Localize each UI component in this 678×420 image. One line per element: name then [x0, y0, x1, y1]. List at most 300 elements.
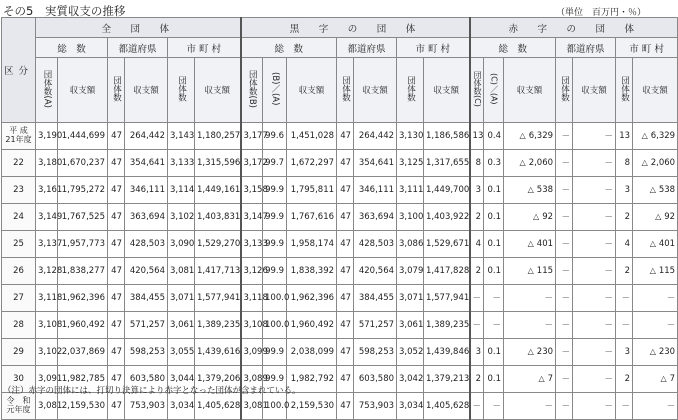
- surplus-cell: 420,564: [354, 258, 397, 285]
- deficit-muni-count: 2: [616, 258, 633, 285]
- all-cell: 47: [108, 366, 125, 393]
- header-amount: 収支額: [58, 58, 108, 123]
- surplus-cell: 47: [337, 231, 354, 258]
- all-cell: 3,128: [36, 258, 58, 285]
- surplus-cell: 47: [337, 123, 354, 150]
- all-cell: 1,403,831: [195, 204, 241, 231]
- amount-value: －: [544, 402, 554, 412]
- deficit-pref-count: －: [556, 258, 573, 285]
- surplus-cell: 3,111: [397, 177, 424, 204]
- surplus-cell: 1,672,297: [287, 150, 337, 177]
- header-ratio-b: (B)／(A): [263, 58, 287, 123]
- deficit-pref-count: －: [556, 150, 573, 177]
- surplus-cell: 1,958,174: [287, 231, 337, 258]
- year-cell: [2, 231, 36, 258]
- surplus-cell: 2,038,099: [287, 339, 337, 366]
- surplus-cell: 3,130: [397, 123, 424, 150]
- settlement-table: [1, 17, 678, 420]
- surplus-cell: 3,172: [241, 150, 263, 177]
- amount-value: －: [666, 294, 676, 304]
- surplus-cell: 571,257: [354, 312, 397, 339]
- header-amount: 収支額: [504, 58, 556, 123]
- deficit-amount: [504, 177, 556, 204]
- surplus-cell: 3,108: [241, 312, 263, 339]
- deficit-pref-amount: －: [573, 177, 616, 204]
- table-row: [2, 231, 678, 258]
- header-all-prefecture: 都道府県: [108, 38, 168, 58]
- surplus-cell: 3,099: [241, 339, 263, 366]
- surplus-cell: 99.9: [263, 366, 287, 393]
- all-cell: 1,982,785: [58, 366, 108, 393]
- all-cell: 3,143: [168, 123, 195, 150]
- deficit-muni-count: 13: [616, 123, 633, 150]
- header-count: 団体数: [168, 58, 195, 123]
- table-row: [2, 123, 678, 150]
- deficit-amount: [504, 366, 556, 393]
- deficit-count: 3: [470, 339, 484, 366]
- all-cell: 47: [108, 312, 125, 339]
- header-count-a: 団体数(A): [36, 58, 58, 123]
- year-label: 平 成: [9, 126, 28, 136]
- deficit-pref-amount: －: [573, 393, 616, 420]
- amount-value: 115: [658, 266, 676, 276]
- year-label: 27: [13, 293, 24, 303]
- surplus-cell: 3,158: [241, 177, 263, 204]
- deficit-pref-count: －: [556, 366, 573, 393]
- deficit-count: －: [470, 285, 484, 312]
- deficit-count: 13: [470, 123, 484, 150]
- deficit-ratio: 0.3: [484, 150, 504, 177]
- footnote: （注）赤字の団体には、打切り決算により赤字となった団体が含まれている。: [3, 386, 301, 396]
- surplus-cell: 264,442: [354, 123, 397, 150]
- deficit-pref-count: －: [556, 393, 573, 420]
- all-cell: 1,962,396: [58, 285, 108, 312]
- surplus-cell: 3,052: [397, 339, 424, 366]
- surplus-cell: 100.0: [263, 285, 287, 312]
- header-amount: 収支額: [633, 58, 678, 123]
- year-label: 26: [13, 266, 24, 276]
- surplus-cell: 354,641: [354, 150, 397, 177]
- year-label: 24: [13, 212, 24, 222]
- deficit-amount: [504, 312, 556, 339]
- all-cell: 420,564: [125, 258, 168, 285]
- amount-value: 538: [658, 185, 676, 195]
- all-cell: 47: [108, 258, 125, 285]
- header-all-municipality: 市 町 村: [168, 38, 241, 58]
- deficit-pref-amount: －: [573, 312, 616, 339]
- surplus-cell: 47: [337, 204, 354, 231]
- all-cell: 428,503: [125, 231, 168, 258]
- amount-value: 401: [536, 239, 554, 249]
- all-cell: 264,442: [125, 123, 168, 150]
- all-cell: 354,641: [125, 150, 168, 177]
- surplus-cell: 1,417,828: [424, 258, 470, 285]
- header-deficit-entities: 赤 字 の 団 体: [470, 18, 678, 38]
- surplus-cell: 1,767,616: [287, 204, 337, 231]
- deficit-ratio: 0.1: [484, 258, 504, 285]
- year-label-sub: 元年度: [6, 405, 31, 414]
- deficit-muni-amount: [633, 285, 678, 312]
- table-row: [2, 150, 678, 177]
- all-cell: 3,108: [36, 312, 58, 339]
- all-cell: 1,389,235: [195, 312, 241, 339]
- table-body: [2, 123, 678, 420]
- surplus-cell: 47: [337, 177, 354, 204]
- deficit-count: 8: [470, 150, 484, 177]
- deficit-muni-amount: [633, 312, 678, 339]
- all-cell: 1,444,699: [58, 123, 108, 150]
- all-cell: 1,767,525: [58, 204, 108, 231]
- amount-value: 6,329: [650, 131, 676, 141]
- deficit-ratio: －: [484, 393, 504, 420]
- surplus-cell: 603,580: [354, 366, 397, 393]
- surplus-cell: 1,405,628: [424, 393, 470, 420]
- amount-value: 230: [536, 347, 554, 357]
- deficit-count: 2: [470, 366, 484, 393]
- year-cell: [2, 258, 36, 285]
- all-cell: 3,133: [168, 150, 195, 177]
- all-cell: 3,102: [36, 339, 58, 366]
- all-cell: 1,529,270: [195, 231, 241, 258]
- header-amount: 収支額: [354, 58, 397, 123]
- deficit-pref-amount: －: [573, 123, 616, 150]
- header-count: 団体数: [616, 58, 633, 123]
- table-row: [2, 258, 678, 285]
- header-surplus-prefecture: 都道府県: [337, 38, 397, 58]
- all-cell: 3,102: [168, 204, 195, 231]
- all-cell: 47: [108, 177, 125, 204]
- surplus-cell: 1,449,700: [424, 177, 470, 204]
- all-cell: 3,034: [168, 393, 195, 420]
- header-surplus-total: 総 数: [241, 38, 337, 58]
- deficit-ratio: －: [484, 285, 504, 312]
- deficit-pref-count: －: [556, 339, 573, 366]
- all-cell: 1,379,206: [195, 366, 241, 393]
- all-cell: 346,111: [125, 177, 168, 204]
- surplus-cell: 47: [337, 285, 354, 312]
- deficit-ratio: 0.1: [484, 177, 504, 204]
- minus-mark: △: [527, 185, 534, 194]
- deficit-muni-count: 4: [616, 231, 633, 258]
- all-cell: 3,055: [168, 339, 195, 366]
- all-cell: 3,090: [168, 231, 195, 258]
- all-cell: 1,795,272: [58, 177, 108, 204]
- surplus-cell: 1,389,235: [424, 312, 470, 339]
- deficit-pref-amount: －: [573, 204, 616, 231]
- deficit-count: 4: [470, 231, 484, 258]
- year-label: 28: [13, 320, 24, 330]
- all-cell: 1,670,237: [58, 150, 108, 177]
- amount-value: 2,060: [528, 158, 554, 168]
- surplus-cell: 99.9: [263, 231, 287, 258]
- all-cell: 3,149: [36, 204, 58, 231]
- surplus-cell: 99.7: [263, 150, 287, 177]
- header-row-columns: [2, 58, 678, 123]
- table-row: [2, 339, 678, 366]
- minus-mark: △: [649, 347, 656, 356]
- header-amount: 収支額: [125, 58, 168, 123]
- minus-mark: △: [527, 239, 534, 248]
- all-cell: 1,960,492: [58, 312, 108, 339]
- year-label: 令 和: [6, 396, 31, 406]
- all-cell: 603,580: [125, 366, 168, 393]
- surplus-cell: 1,317,655: [424, 150, 470, 177]
- year-cell: [2, 393, 36, 420]
- surplus-cell: 3,089: [241, 366, 263, 393]
- deficit-amount: [504, 285, 556, 312]
- all-cell: 47: [108, 123, 125, 150]
- deficit-pref-amount: －: [573, 150, 616, 177]
- all-cell: 3,091: [36, 366, 58, 393]
- header-amount: 収支額: [424, 58, 470, 123]
- deficit-pref-count: －: [556, 204, 573, 231]
- all-cell: 1,957,773: [58, 231, 108, 258]
- minus-mark: △: [519, 131, 526, 140]
- year-label: 22: [13, 158, 24, 168]
- deficit-amount: [504, 204, 556, 231]
- deficit-muni-amount: [633, 366, 678, 393]
- deficit-muni-amount: [633, 150, 678, 177]
- deficit-pref-amount: －: [573, 231, 616, 258]
- amount-value: 7: [669, 374, 676, 384]
- deficit-pref-count: －: [556, 285, 573, 312]
- deficit-muni-count: 2: [616, 366, 633, 393]
- all-cell: 3,118: [36, 285, 58, 312]
- deficit-pref-amount: －: [573, 258, 616, 285]
- header-count: 団体数: [108, 58, 125, 123]
- all-cell: 3,044: [168, 366, 195, 393]
- surplus-cell: 1,439,846: [424, 339, 470, 366]
- surplus-cell: 47: [337, 366, 354, 393]
- surplus-cell: 99.6: [263, 123, 287, 150]
- surplus-cell: 1,795,811: [287, 177, 337, 204]
- deficit-amount: [504, 123, 556, 150]
- surplus-cell: 100.0: [263, 312, 287, 339]
- deficit-muni-count: －: [616, 312, 633, 339]
- surplus-cell: 3,177: [241, 123, 263, 150]
- deficit-pref-count: －: [556, 231, 573, 258]
- all-cell: 2,037,869: [58, 339, 108, 366]
- amount-value: 92: [542, 212, 554, 222]
- header-amount: 収支額: [573, 58, 616, 123]
- deficit-muni-amount: [633, 393, 678, 420]
- deficit-ratio: －: [484, 312, 504, 339]
- year-cell: [2, 312, 36, 339]
- header-surplus-municipality: 市 町 村: [397, 38, 470, 58]
- amount-value: 2,060: [650, 158, 676, 168]
- surplus-cell: 47: [337, 258, 354, 285]
- year-cell: [2, 339, 36, 366]
- deficit-count: －: [470, 393, 484, 420]
- minus-mark: △: [527, 266, 534, 275]
- surplus-cell: 99.9: [263, 177, 287, 204]
- deficit-pref-count: －: [556, 123, 573, 150]
- all-cell: 3,071: [168, 285, 195, 312]
- surplus-cell: 100.0: [263, 393, 287, 420]
- header-kubun: 区分: [2, 18, 36, 123]
- minus-mark: △: [660, 374, 667, 383]
- surplus-cell: 384,455: [354, 285, 397, 312]
- all-cell: 3,137: [36, 231, 58, 258]
- deficit-ratio: 0.4: [484, 123, 504, 150]
- header-count: 団体数: [556, 58, 573, 123]
- surplus-cell: 753,903: [354, 393, 397, 420]
- all-cell: 3,180: [36, 150, 58, 177]
- table-row: [2, 393, 678, 420]
- table-row: [2, 285, 678, 312]
- header-row-sub: [2, 38, 678, 58]
- surplus-cell: 1,403,922: [424, 204, 470, 231]
- header-deficit-municipality: 市 町 村: [616, 38, 678, 58]
- all-cell: 2,159,530: [58, 393, 108, 420]
- surplus-cell: 428,503: [354, 231, 397, 258]
- minus-mark: △: [649, 266, 656, 275]
- surplus-cell: 1,577,941: [424, 285, 470, 312]
- surplus-cell: 1,838,392: [287, 258, 337, 285]
- all-cell: 384,455: [125, 285, 168, 312]
- unit-label: （単位 百万円・％）: [555, 8, 646, 18]
- surplus-cell: 3,081: [241, 393, 263, 420]
- year-cell: [2, 204, 36, 231]
- all-cell: 47: [108, 204, 125, 231]
- surplus-cell: 47: [337, 339, 354, 366]
- deficit-muni-count: 3: [616, 177, 633, 204]
- year-cell: [2, 123, 36, 150]
- surplus-cell: 3,042: [397, 366, 424, 393]
- surplus-cell: 47: [337, 312, 354, 339]
- header-deficit-total: 総 数: [470, 38, 556, 58]
- deficit-muni-amount: [633, 258, 678, 285]
- year-label-sub: 21年度: [5, 135, 32, 144]
- deficit-amount: [504, 393, 556, 420]
- header-deficit-prefecture: 都道府県: [556, 38, 616, 58]
- header-amount: 収支額: [287, 58, 337, 123]
- surplus-cell: 363,694: [354, 204, 397, 231]
- deficit-amount: [504, 150, 556, 177]
- table-row: [2, 312, 678, 339]
- surplus-cell: 1,451,028: [287, 123, 337, 150]
- deficit-muni-amount: [633, 204, 678, 231]
- deficit-muni-count: 3: [616, 339, 633, 366]
- minus-mark: △: [641, 131, 648, 140]
- minus-mark: △: [519, 158, 526, 167]
- surplus-cell: 1,962,396: [287, 285, 337, 312]
- header-count: 団体数: [337, 58, 354, 123]
- surplus-cell: 1,960,492: [287, 312, 337, 339]
- header-amount: 収支額: [195, 58, 241, 123]
- surplus-cell: 3,086: [397, 231, 424, 258]
- deficit-amount: [504, 339, 556, 366]
- surplus-cell: 3,125: [397, 150, 424, 177]
- amount-value: 538: [536, 185, 554, 195]
- all-cell: 3,114: [168, 177, 195, 204]
- deficit-count: 3: [470, 177, 484, 204]
- all-cell: 1,417,713: [195, 258, 241, 285]
- deficit-pref-amount: －: [573, 285, 616, 312]
- amount-value: 230: [658, 347, 676, 357]
- minus-mark: △: [655, 212, 662, 221]
- all-cell: 3,081: [36, 393, 58, 420]
- all-cell: 1,439,616: [195, 339, 241, 366]
- deficit-muni-count: －: [616, 285, 633, 312]
- page-title: その5 実質収支の推移: [3, 4, 126, 18]
- all-cell: 47: [108, 393, 125, 420]
- deficit-pref-amount: －: [573, 366, 616, 393]
- surplus-cell: 99.9: [263, 258, 287, 285]
- surplus-cell: 598,253: [354, 339, 397, 366]
- year-label: 25: [13, 239, 24, 249]
- header-all-entities: 全 団 体: [36, 18, 241, 38]
- deficit-muni-amount: [633, 177, 678, 204]
- year-cell: [2, 177, 36, 204]
- amount-value: 92: [664, 212, 676, 222]
- deficit-pref-count: －: [556, 177, 573, 204]
- surplus-cell: 3,126: [241, 258, 263, 285]
- surplus-cell: 3,118: [241, 285, 263, 312]
- surplus-cell: 1,186,586: [424, 123, 470, 150]
- deficit-count: 2: [470, 204, 484, 231]
- all-cell: 3,061: [168, 312, 195, 339]
- all-cell: 47: [108, 231, 125, 258]
- header-surplus-entities: 黒 字 の 団 体: [241, 18, 470, 38]
- deficit-pref-count: －: [556, 312, 573, 339]
- minus-mark: △: [533, 212, 540, 221]
- surplus-cell: 47: [337, 393, 354, 420]
- minus-mark: △: [527, 347, 534, 356]
- all-cell: 1,180,257: [195, 123, 241, 150]
- amount-value: －: [544, 294, 554, 304]
- all-cell: 3,190: [36, 123, 58, 150]
- surplus-cell: 346,111: [354, 177, 397, 204]
- surplus-cell: 3,071: [397, 285, 424, 312]
- header-all-total: 総 数: [36, 38, 108, 58]
- deficit-ratio: 0.1: [484, 204, 504, 231]
- all-cell: 1,449,161: [195, 177, 241, 204]
- all-cell: 47: [108, 339, 125, 366]
- surplus-cell: 3,034: [397, 393, 424, 420]
- deficit-muni-amount: [633, 339, 678, 366]
- surplus-cell: 1,379,213: [424, 366, 470, 393]
- deficit-amount: [504, 258, 556, 285]
- deficit-muni-count: 2: [616, 204, 633, 231]
- year-label: 29: [13, 347, 24, 357]
- surplus-cell: 47: [337, 150, 354, 177]
- surplus-cell: 3,147: [241, 204, 263, 231]
- amount-value: －: [666, 321, 676, 331]
- deficit-ratio: 0.1: [484, 339, 504, 366]
- minus-mark: △: [641, 158, 648, 167]
- year-label: 23: [13, 185, 24, 195]
- all-cell: 598,253: [125, 339, 168, 366]
- header-row-groups: [2, 18, 678, 38]
- surplus-cell: 3,133: [241, 231, 263, 258]
- all-cell: 47: [108, 285, 125, 312]
- deficit-ratio: 0.1: [484, 366, 504, 393]
- header-count-b: 団体数(B): [241, 58, 263, 123]
- deficit-muni-amount: [633, 231, 678, 258]
- amount-value: 115: [536, 266, 554, 276]
- minus-mark: △: [538, 374, 545, 383]
- amount-value: 6,329: [528, 131, 554, 141]
- minus-mark: △: [649, 185, 656, 194]
- year-cell: [2, 285, 36, 312]
- amount-value: 401: [658, 239, 676, 249]
- header-count: 団体数: [397, 58, 424, 123]
- surplus-cell: 3,061: [397, 312, 424, 339]
- surplus-cell: 1,982,792: [287, 366, 337, 393]
- header-ratio-c: (C)／(A): [484, 58, 504, 123]
- year-cell: [2, 150, 36, 177]
